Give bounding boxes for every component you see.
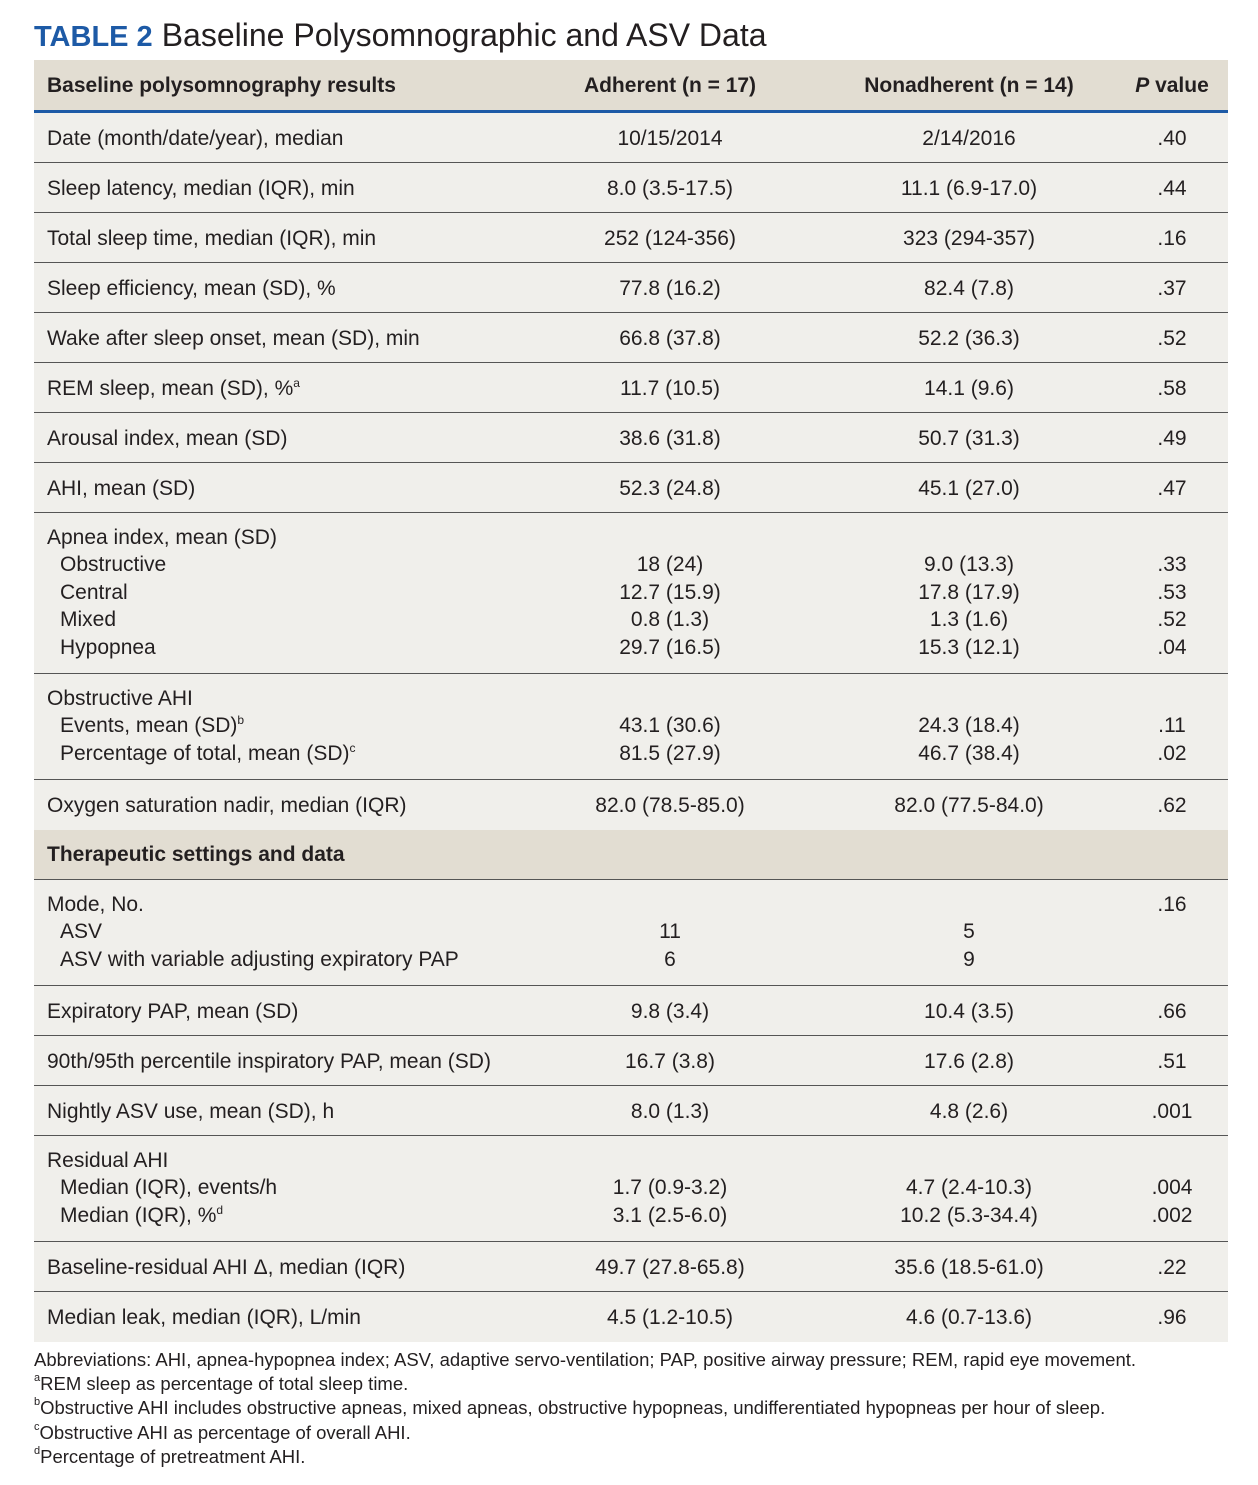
table-line [34, 712, 1228, 740]
cell-p-value: .52 [1157, 326, 1187, 350]
row-label: ASV [60, 920, 103, 943]
cell-adherent: 18 (24) [636, 553, 704, 576]
row-label: REM sleep, mean (SD), %$^a$ [47, 375, 300, 400]
cell-adherent: 66.8 (37.8) [619, 326, 721, 350]
row-label: Sleep latency, median (IQR), min [47, 176, 355, 200]
cell-nonadherent: 323 (294-357) [903, 226, 1035, 250]
cell-adherent: 43.1 (30.6) [619, 714, 721, 737]
footnote [34, 1445, 1258, 1469]
row-label: Obstructive [60, 553, 167, 576]
footnote [34, 1396, 1258, 1420]
table-line [34, 225, 1228, 253]
footnote-text: REM sleep as percentage of total sleep time. [40, 1373, 409, 1395]
table-row [34, 1136, 1228, 1242]
footnote [34, 1372, 1258, 1396]
cell-p-value: .04 [1157, 635, 1187, 659]
table-row [34, 986, 1228, 1036]
cell-p-value: .11 [1158, 714, 1186, 737]
row-label: Wake after sleep onset, mean (SD), min [47, 326, 420, 350]
cell-adherent: 11.7 (10.5) [619, 376, 720, 400]
cell-adherent: 6 [664, 947, 676, 971]
cell-nonadherent: 17.6 (2.8) [924, 1049, 1014, 1073]
row-label: Sleep efficiency, mean (SD), % [47, 276, 336, 300]
table-row [34, 674, 1228, 780]
cell-p-value: .62 [1157, 793, 1187, 817]
cell-nonadherent: 9.0 (13.3) [924, 553, 1014, 576]
cell-nonadherent: 35.6 (18.5-61.0) [894, 1255, 1044, 1279]
row-label: Mixed [60, 608, 117, 631]
table-line [34, 475, 1228, 503]
table-row [34, 1086, 1228, 1136]
baseline-rows [34, 113, 1228, 830]
cell-adherent: 10/15/2014 [617, 126, 723, 150]
cell-p-value: .58 [1157, 376, 1187, 400]
table-line [34, 792, 1228, 820]
cell-p-value: .33 [1157, 553, 1187, 576]
table-line [34, 1304, 1228, 1332]
table-line [34, 425, 1228, 453]
therapeutic-rows [34, 880, 1228, 1342]
footnote-text: Percentage of pretreatment AHI. [40, 1445, 306, 1467]
cell-nonadherent: 4.6 (0.7-13.6) [905, 1305, 1033, 1329]
cell-p-value: .47 [1157, 476, 1187, 500]
table-line [34, 375, 1228, 403]
group-line [34, 685, 1228, 713]
row-label: Total sleep time, median (IQR), min [47, 226, 377, 250]
cell-adherent: 82.0 (78.5-85.0) [595, 793, 745, 817]
table-line [34, 606, 1228, 634]
cell-adherent: 8.0 (1.3) [630, 1099, 710, 1123]
cell-p-value: .40 [1157, 126, 1187, 150]
row-label: 90th/95th percentile inspiratory PAP, mean (SD) [47, 1049, 491, 1073]
group-label: Obstructive AHI [47, 686, 193, 710]
table-line [34, 175, 1228, 203]
cell-nonadherent: 82.0 (77.5-84.0) [894, 793, 1044, 817]
table-line [34, 918, 1228, 946]
header-p-value [1124, 60, 1220, 110]
cell-adherent: 52.3 (24.8) [619, 476, 721, 500]
cell-p-value: .51 [1157, 1049, 1187, 1073]
row-label: Median (IQR), events/h [60, 1176, 278, 1199]
group-line [34, 1147, 1228, 1175]
cell-adherent: 11 [659, 920, 681, 943]
cell-nonadherent: 14.1 (9.6) [924, 376, 1014, 400]
table-line [34, 634, 1228, 662]
group-line [34, 524, 1228, 552]
group-label: Residual AHI [47, 1148, 169, 1172]
footnote [34, 1421, 1258, 1445]
cell-nonadherent: 9 [963, 947, 975, 971]
header-nonadherent: Nonadherent (n = 14) [864, 74, 1074, 97]
cell-nonadherent: 15.3 (12.1) [918, 635, 1020, 659]
footnote-text: Obstructive AHI as percentage of overall AHI. [39, 1421, 411, 1443]
row-label: Nightly ASV use, mean (SD), h [47, 1099, 335, 1123]
data-table [34, 60, 1228, 1342]
table-line [34, 998, 1228, 1026]
cell-p-value: .66 [1157, 999, 1187, 1023]
footnote-marker: c [34, 1420, 40, 1433]
table-row [34, 780, 1228, 830]
table-line [34, 740, 1228, 768]
table-line [34, 551, 1228, 579]
footnotes [34, 1348, 1258, 1469]
table-caption: Baseline Polysomnographic and ASV Data [161, 17, 767, 53]
cell-adherent: 81.5 (27.9) [619, 741, 721, 765]
cell-nonadherent: 4.8 (2.6) [929, 1099, 1009, 1123]
cell-adherent: 0.8 (1.3) [630, 608, 710, 631]
cell-nonadherent: 45.1 (27.0) [918, 476, 1020, 500]
cell-p-value: .16 [1157, 892, 1187, 916]
cell-nonadherent: 10.2 (5.3-34.4) [900, 1203, 1038, 1227]
cell-p-value: .44 [1157, 176, 1187, 200]
table-row [34, 163, 1228, 213]
cell-nonadherent: 1.3 (1.6) [929, 608, 1009, 631]
row-label: Central [60, 580, 128, 604]
table-row [34, 313, 1228, 363]
cell-p-value: .02 [1157, 741, 1187, 765]
cell-nonadherent: 50.7 (31.3) [918, 426, 1020, 450]
cell-nonadherent: 17.8 (17.9) [918, 580, 1020, 604]
cell-adherent: 1.7 (0.9-3.2) [612, 1176, 728, 1199]
footnote-marker: d [34, 1444, 41, 1457]
table-line [34, 1098, 1228, 1126]
cell-nonadherent: 82.4 (7.8) [924, 276, 1014, 300]
cell-adherent: 4.5 (1.2-10.5) [606, 1305, 734, 1329]
table-line [34, 1048, 1228, 1076]
table-line [34, 275, 1228, 303]
footnote-marker: b [237, 713, 245, 727]
row-label: Hypopnea [60, 635, 156, 659]
section-title: Therapeutic settings and data [47, 843, 345, 866]
section-therapeutic [34, 830, 1228, 880]
row-label: Baseline-residual AHI Δ, median (IQR) [47, 1255, 406, 1279]
header-p-rest: value [1149, 74, 1209, 97]
cell-nonadherent: 4.7 (2.4-10.3) [905, 1176, 1033, 1199]
header-baseline-results: Baseline polysomnography results [47, 74, 396, 97]
table-row [34, 263, 1228, 313]
cell-adherent: 252 (124-356) [604, 226, 736, 250]
footnote-text: Abbreviations: AHI, apnea-hypopnea index; ASV, adaptive servo-ventilation; PAP, positive airway pressure; REM, rapid eye movement. [34, 1349, 1137, 1370]
group-line [34, 891, 1228, 919]
row-label: Median leak, median (IQR), L/min [47, 1305, 361, 1329]
cell-nonadherent: 5 [963, 920, 975, 943]
cell-p-value: .52 [1157, 608, 1187, 631]
table-row [34, 113, 1228, 163]
table-line [34, 325, 1228, 353]
footnote-marker: b [34, 1396, 41, 1409]
row-label: AHI, mean (SD) [47, 476, 196, 500]
cell-adherent: 29.7 (16.5) [619, 635, 721, 659]
table-line [34, 1202, 1228, 1230]
row-label: Events, mean (SD)$^b$ [60, 713, 245, 737]
footnote-marker: d [216, 1202, 224, 1217]
table-line [34, 946, 1228, 974]
cell-p-value: .16 [1157, 226, 1187, 250]
table-row [34, 1036, 1228, 1086]
row-label: Median (IQR), %$^d$ [60, 1202, 224, 1227]
cell-nonadherent: 24.3 (18.4) [918, 714, 1020, 737]
cell-adherent: 16.7 (3.8) [625, 1049, 715, 1073]
row-label: Oxygen saturation nadir, median (IQR) [47, 793, 407, 817]
table-title [34, 14, 767, 56]
cell-nonadherent: 10.4 (3.5) [924, 999, 1014, 1023]
table-row [34, 513, 1228, 674]
table-header [34, 60, 1228, 113]
row-label: Arousal index, mean (SD) [47, 426, 288, 450]
table-row [34, 413, 1228, 463]
cell-nonadherent: 46.7 (38.4) [918, 741, 1020, 765]
cell-p-value: .96 [1157, 1305, 1187, 1329]
footnote-marker: c [349, 740, 356, 755]
cell-nonadherent: 52.2 (36.3) [918, 326, 1020, 350]
cell-adherent: 12.7 (15.9) [619, 580, 721, 604]
cell-adherent: 3.1 (2.5-6.0) [612, 1203, 728, 1227]
table-line [34, 579, 1228, 607]
row-label: Expiratory PAP, mean (SD) [47, 999, 299, 1023]
footnote [34, 1348, 1258, 1372]
cell-p-value: .002 [1151, 1203, 1193, 1227]
cell-nonadherent: 2/14/2016 [922, 126, 1016, 150]
table-row [34, 880, 1228, 986]
table-row [34, 463, 1228, 513]
cell-adherent: 49.7 (27.8-65.8) [595, 1255, 745, 1279]
table-number: TABLE 2 [34, 21, 153, 53]
cell-adherent: 9.8 (3.4) [630, 999, 710, 1023]
cell-adherent: 8.0 (3.5-17.5) [606, 176, 734, 200]
cell-p-value: .22 [1157, 1255, 1187, 1279]
cell-p-value: .53 [1157, 580, 1187, 604]
cell-p-value: .49 [1157, 426, 1187, 450]
table-row [34, 1292, 1228, 1342]
cell-p-value: .004 [1151, 1176, 1193, 1199]
group-label: Mode, No. [47, 892, 144, 916]
table-row [34, 363, 1228, 413]
header-p-italic: P [1135, 74, 1150, 97]
cell-adherent: 77.8 (16.2) [619, 276, 721, 300]
cell-nonadherent: 11.1 (6.9-17.0) [900, 176, 1038, 200]
table-row [34, 1242, 1228, 1292]
footnote-marker: a [34, 1372, 41, 1385]
row-label: Date (month/date/year), median [47, 126, 344, 150]
cell-p-value: .001 [1151, 1099, 1193, 1123]
footnote-marker: a [293, 375, 300, 390]
footnote-text: Obstructive AHI includes obstructive apneas, mixed apneas, obstructive hypopneas, undifferentiated hypopneas per hour of sleep. [40, 1397, 1106, 1419]
group-label: Apnea index, mean (SD) [47, 525, 277, 549]
table-line [34, 1174, 1228, 1202]
table-line [34, 125, 1228, 153]
header-adherent: Adherent (n = 17) [583, 74, 757, 97]
row-label: Percentage of total, mean (SD)$^c$ [60, 740, 356, 765]
row-label: ASV with variable adjusting expiratory PAP [60, 947, 459, 971]
table-row [34, 213, 1228, 263]
table-line [34, 1254, 1228, 1282]
cell-p-value: .37 [1157, 276, 1187, 300]
cell-adherent: 38.6 (31.8) [619, 426, 721, 450]
